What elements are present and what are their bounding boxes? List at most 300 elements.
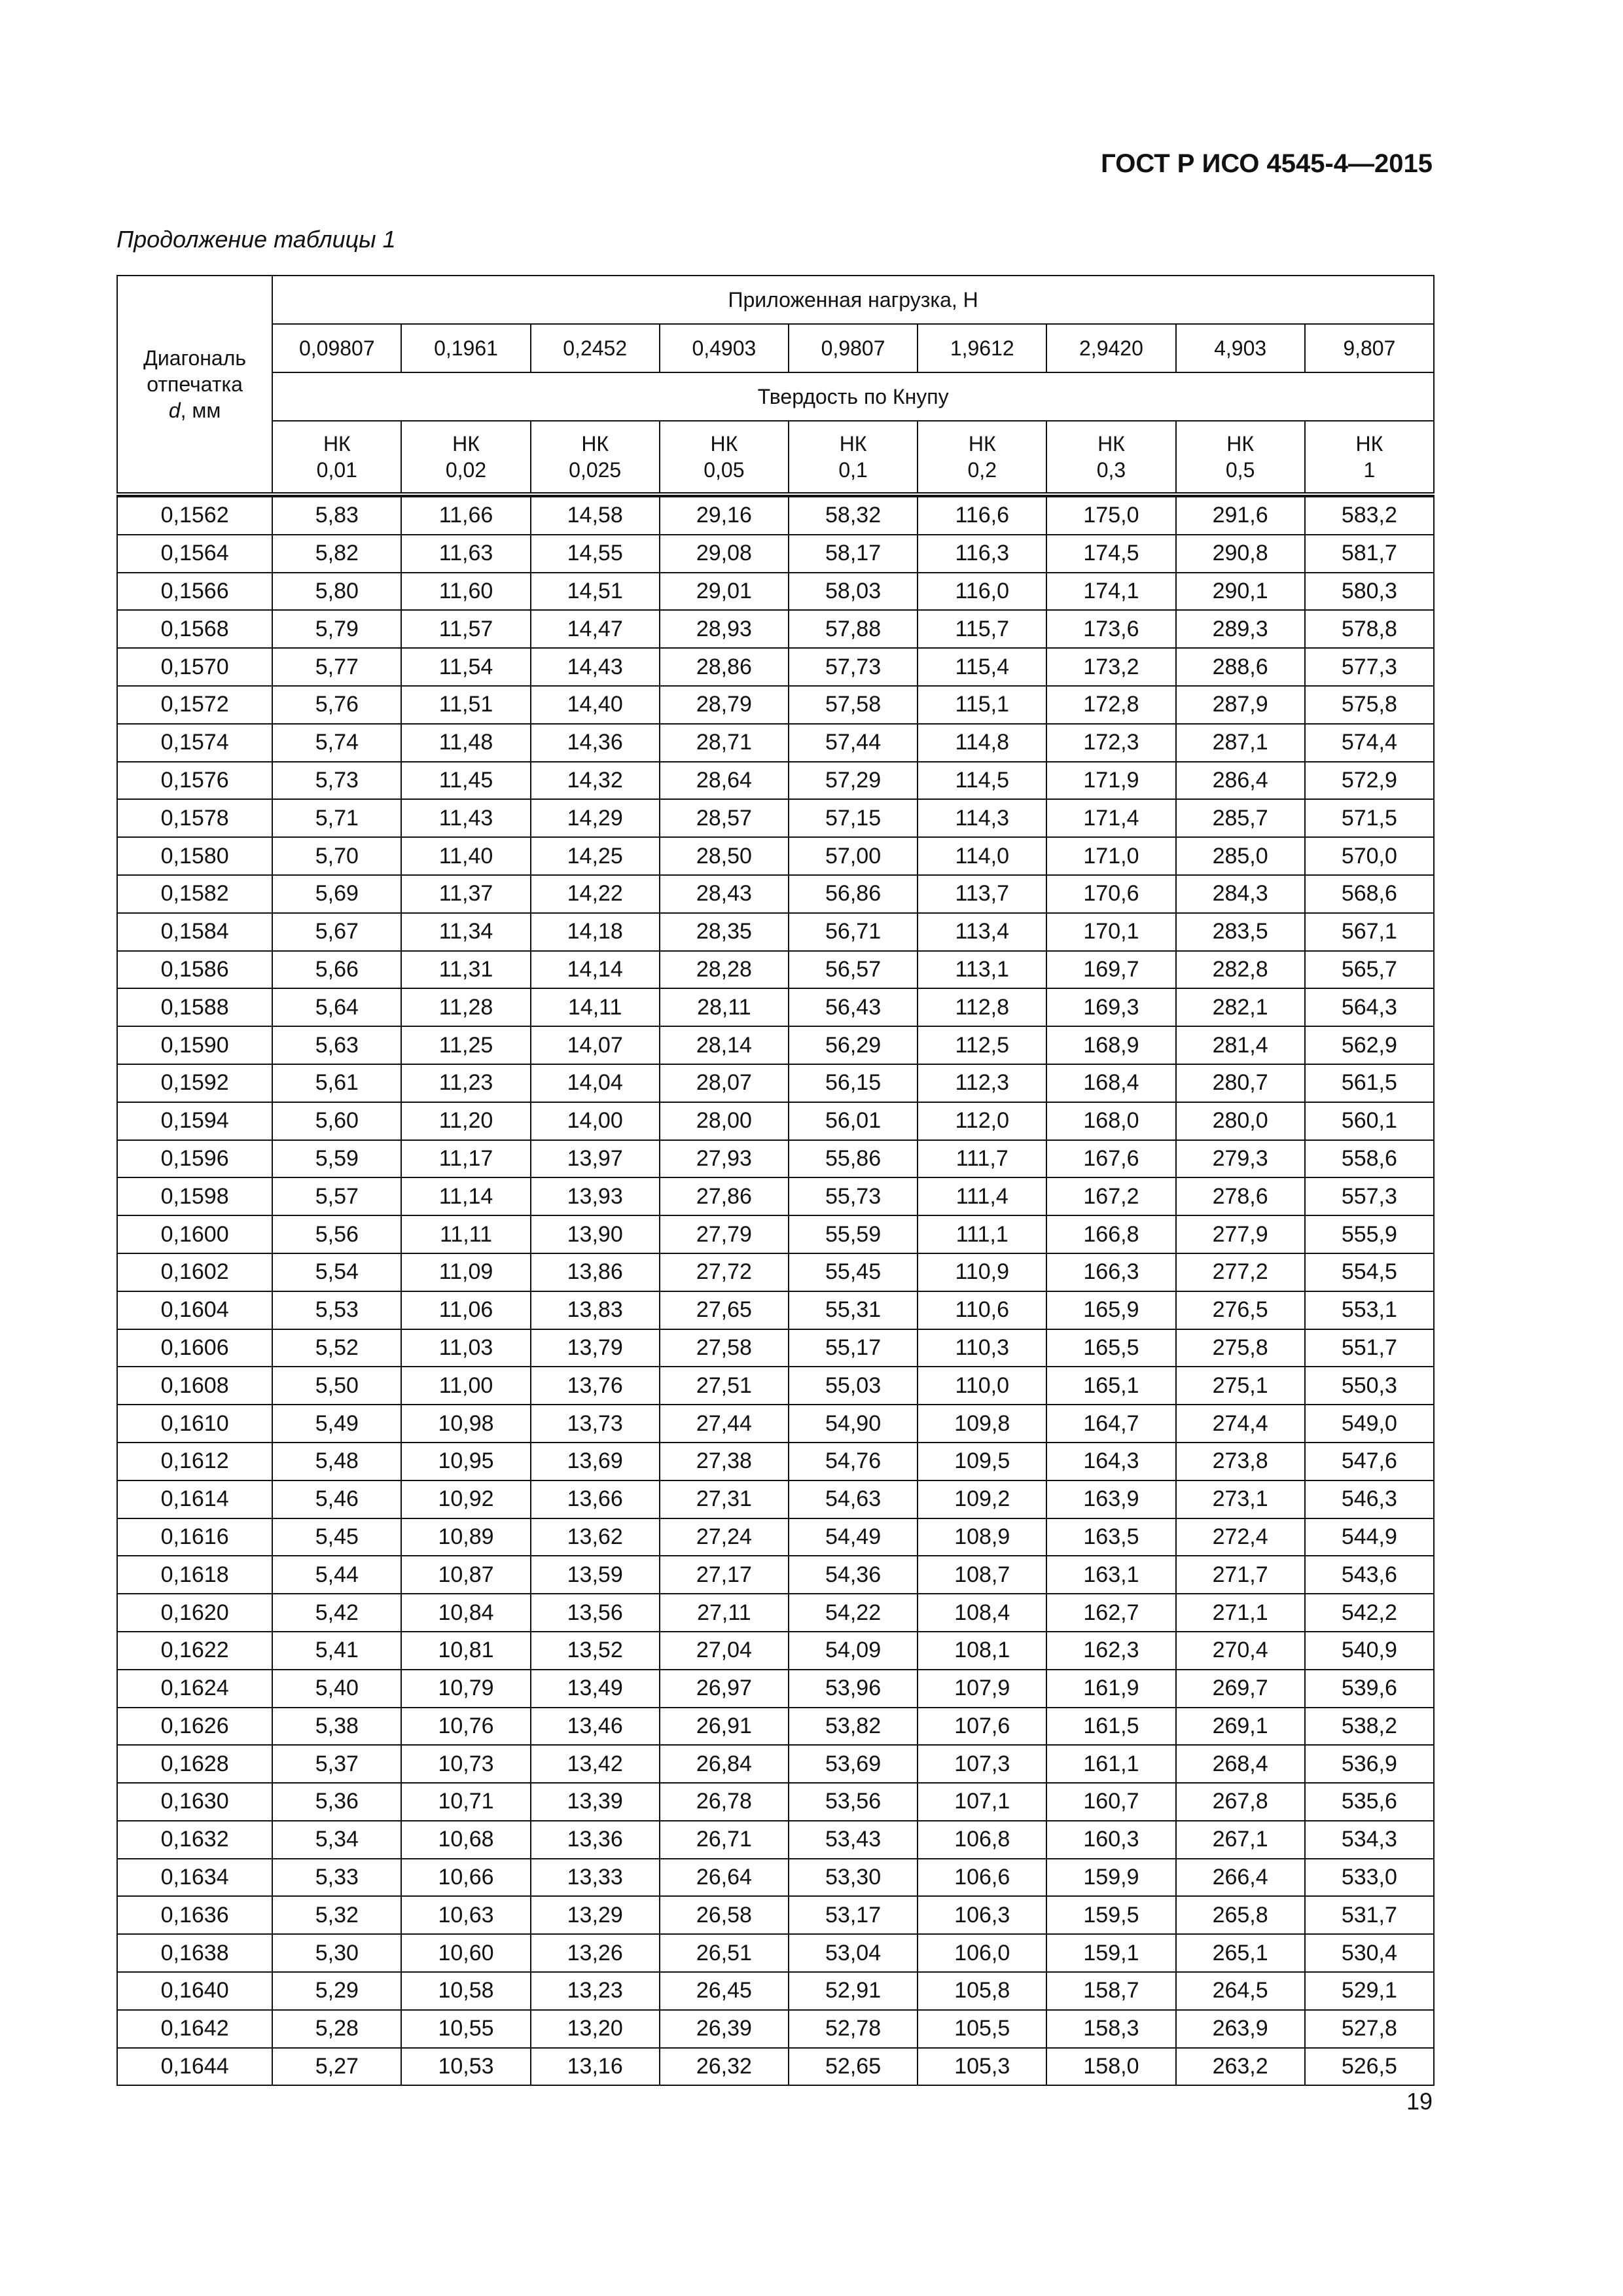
load-value-cell: 0,4903: [660, 324, 789, 372]
hk-symbol: НК: [1097, 432, 1125, 456]
hardness-value-cell: 26,97: [660, 1670, 789, 1708]
hardness-value-cell: 280,7: [1176, 1064, 1305, 1102]
load-value-cell: 9,807: [1305, 324, 1434, 372]
hardness-value-cell: 10,55: [401, 2010, 530, 2048]
diagonal-value-cell: 0,1596: [117, 1140, 272, 1178]
hardness-value-cell: 570,0: [1305, 837, 1434, 875]
hardness-value-cell: 28,50: [660, 837, 789, 875]
hardness-value-cell: 57,00: [789, 837, 918, 875]
diagonal-value-cell: 0,1586: [117, 951, 272, 989]
hardness-value-cell: 55,31: [789, 1291, 918, 1329]
hardness-value-cell: 549,0: [1305, 1405, 1434, 1443]
hardness-value-cell: 13,39: [531, 1783, 660, 1821]
hardness-value-cell: 29,08: [660, 535, 789, 573]
hardness-value-cell: 108,4: [918, 1594, 1046, 1632]
table-row: [117, 1518, 1434, 1556]
hardness-value-cell: 11,25: [401, 1026, 530, 1064]
diagonal-value-cell: 0,1644: [117, 2048, 272, 2086]
hardness-value-cell: 5,41: [272, 1632, 401, 1670]
hardness-value-cell: 26,78: [660, 1783, 789, 1821]
hardness-value-cell: 10,79: [401, 1670, 530, 1708]
hardness-value-cell: 116,3: [918, 535, 1046, 573]
hardness-value-cell: 56,29: [789, 1026, 918, 1064]
hardness-value-cell: 28,07: [660, 1064, 789, 1102]
hardness-value-cell: 158,0: [1046, 2048, 1175, 2086]
table-row: [117, 2010, 1434, 2048]
hardness-value-cell: 530,4: [1305, 1934, 1434, 1972]
hardness-value-cell: 265,1: [1176, 1934, 1305, 1972]
hardness-value-cell: 168,0: [1046, 1102, 1175, 1140]
hardness-value-cell: 10,76: [401, 1708, 530, 1746]
hardness-value-cell: 10,71: [401, 1783, 530, 1821]
hardness-value-cell: 173,2: [1046, 648, 1175, 686]
hardness-value-cell: 5,42: [272, 1594, 401, 1632]
hardness-value-cell: 10,92: [401, 1480, 530, 1518]
hardness-value-cell: 13,97: [531, 1140, 660, 1178]
hardness-value-cell: 279,3: [1176, 1140, 1305, 1178]
table-row: [117, 1972, 1434, 2010]
hardness-value-cell: 169,3: [1046, 988, 1175, 1026]
hardness-value-cell: 26,64: [660, 1859, 789, 1897]
hk-symbol: НК: [581, 432, 609, 456]
hardness-value-cell: 10,81: [401, 1632, 530, 1670]
hardness-value-cell: 27,72: [660, 1253, 789, 1291]
diagonal-value-cell: 0,1606: [117, 1329, 272, 1367]
hardness-value-cell: 55,17: [789, 1329, 918, 1367]
hardness-value-cell: 562,9: [1305, 1026, 1434, 1064]
hardness-value-cell: 271,7: [1176, 1556, 1305, 1594]
hardness-value-cell: 5,70: [272, 837, 401, 875]
hardness-value-cell: 57,15: [789, 799, 918, 837]
hardness-value-cell: 28,11: [660, 988, 789, 1026]
hardness-value-cell: 28,93: [660, 610, 789, 648]
hardness-value-cell: 107,6: [918, 1708, 1046, 1746]
hardness-value-cell: 5,74: [272, 724, 401, 762]
hk-load-index: 0,2: [967, 458, 997, 482]
hardness-value-cell: 13,20: [531, 2010, 660, 2048]
table-row: [117, 648, 1434, 686]
diagonal-value-cell: 0,1574: [117, 724, 272, 762]
hardness-value-cell: 162,7: [1046, 1594, 1175, 1632]
hardness-value-cell: 28,71: [660, 724, 789, 762]
hardness-value-cell: 266,4: [1176, 1859, 1305, 1897]
hardness-value-cell: 161,9: [1046, 1670, 1175, 1708]
diagonal-value-cell: 0,1610: [117, 1405, 272, 1443]
load-value-cell: 1,9612: [918, 324, 1046, 372]
hardness-value-cell: 163,1: [1046, 1556, 1175, 1594]
diagonal-value-cell: 0,1580: [117, 837, 272, 875]
hardness-value-cell: 26,71: [660, 1821, 789, 1859]
table-row: [117, 1367, 1434, 1405]
hardness-value-cell: 174,5: [1046, 535, 1175, 573]
hardness-value-cell: 10,66: [401, 1859, 530, 1897]
hardness-value-cell: 108,9: [918, 1518, 1046, 1556]
hardness-value-cell: 26,91: [660, 1708, 789, 1746]
hardness-value-cell: 172,3: [1046, 724, 1175, 762]
diagonal-value-cell: 0,1620: [117, 1594, 272, 1632]
hardness-value-cell: 267,8: [1176, 1783, 1305, 1821]
table-row: [117, 837, 1434, 875]
hardness-value-cell: 11,11: [401, 1215, 530, 1253]
hardness-value-cell: 111,7: [918, 1140, 1046, 1178]
hardness-value-cell: 5,77: [272, 648, 401, 686]
table-row: [117, 799, 1434, 837]
table-row: [117, 1253, 1434, 1291]
hardness-value-cell: 5,83: [272, 497, 401, 535]
hardness-value-cell: 290,8: [1176, 535, 1305, 573]
hardness-value-cell: 26,32: [660, 2048, 789, 2086]
hardness-value-cell: 13,42: [531, 1745, 660, 1783]
hardness-value-cell: 289,3: [1176, 610, 1305, 648]
hk-scale-cell: [918, 421, 1046, 494]
table-row: [117, 497, 1434, 535]
hardness-value-cell: 26,51: [660, 1934, 789, 1972]
hardness-value-cell: 161,5: [1046, 1708, 1175, 1746]
hardness-value-cell: 283,5: [1176, 913, 1305, 951]
hardness-value-cell: 263,9: [1176, 2010, 1305, 2048]
diagonal-header-cell: [117, 276, 272, 494]
hardness-value-cell: 11,48: [401, 724, 530, 762]
hardness-value-cell: 14,32: [531, 762, 660, 800]
table-row: [117, 1745, 1434, 1783]
hardness-value-cell: 5,53: [272, 1291, 401, 1329]
hardness-value-cell: 168,9: [1046, 1026, 1175, 1064]
hardness-value-cell: 105,5: [918, 2010, 1046, 2048]
hardness-value-cell: 14,43: [531, 648, 660, 686]
hardness-value-cell: 27,17: [660, 1556, 789, 1594]
hardness-value-cell: 172,8: [1046, 686, 1175, 724]
hardness-value-cell: 280,0: [1176, 1102, 1305, 1140]
hardness-value-cell: 13,49: [531, 1670, 660, 1708]
table-header: [117, 276, 1434, 494]
hardness-value-cell: 106,3: [918, 1896, 1046, 1934]
hardness-value-cell: 110,0: [918, 1367, 1046, 1405]
hardness-value-cell: 526,5: [1305, 2048, 1434, 2086]
hardness-value-cell: 105,3: [918, 2048, 1046, 2086]
hardness-value-cell: 108,1: [918, 1632, 1046, 1670]
hardness-value-cell: 13,16: [531, 2048, 660, 2086]
header-row-loads: [117, 324, 1434, 372]
hardness-value-cell: 175,0: [1046, 497, 1175, 535]
hardness-value-cell: 111,1: [918, 1215, 1046, 1253]
hardness-value-cell: 13,26: [531, 1934, 660, 1972]
hardness-value-cell: 14,22: [531, 875, 660, 913]
hk-symbol: НК: [710, 432, 738, 456]
hardness-value-cell: 5,61: [272, 1064, 401, 1102]
hardness-value-cell: 5,32: [272, 1896, 401, 1934]
diagonal-value-cell: 0,1616: [117, 1518, 272, 1556]
hk-symbol: НК: [839, 432, 867, 456]
hardness-value-cell: 550,3: [1305, 1367, 1434, 1405]
hardness-value-cell: 5,60: [272, 1102, 401, 1140]
hardness-value-cell: 13,79: [531, 1329, 660, 1367]
table-row: [117, 610, 1434, 648]
hardness-value-cell: 109,5: [918, 1443, 1046, 1480]
hardness-value-cell: 107,1: [918, 1783, 1046, 1821]
hardness-value-cell: 113,4: [918, 913, 1046, 951]
hardness-value-cell: 560,1: [1305, 1102, 1434, 1140]
hardness-value-cell: 14,04: [531, 1064, 660, 1102]
hardness-value-cell: 13,29: [531, 1896, 660, 1934]
hardness-value-cell: 5,28: [272, 2010, 401, 2048]
diagonal-value-cell: 0,1564: [117, 535, 272, 573]
hardness-value-cell: 540,9: [1305, 1632, 1434, 1670]
hardness-value-cell: 282,8: [1176, 951, 1305, 989]
hardness-value-cell: 159,9: [1046, 1859, 1175, 1897]
hardness-value-cell: 5,76: [272, 686, 401, 724]
hardness-value-cell: 554,5: [1305, 1253, 1434, 1291]
hardness-value-cell: 57,58: [789, 686, 918, 724]
hardness-value-cell: 5,29: [272, 1972, 401, 2010]
hardness-value-cell: 55,86: [789, 1140, 918, 1178]
hardness-value-cell: 539,6: [1305, 1670, 1434, 1708]
hardness-value-cell: 53,04: [789, 1934, 918, 1972]
hardness-value-cell: 5,79: [272, 610, 401, 648]
table-row: [117, 1632, 1434, 1670]
load-value-cell: 2,9420: [1046, 324, 1175, 372]
hardness-value-cell: 10,87: [401, 1556, 530, 1594]
hardness-value-cell: 275,1: [1176, 1367, 1305, 1405]
hardness-value-cell: 54,22: [789, 1594, 918, 1632]
diagonal-value-cell: 0,1602: [117, 1253, 272, 1291]
hardness-value-cell: 11,51: [401, 686, 530, 724]
hardness-value-cell: 10,89: [401, 1518, 530, 1556]
table-row: [117, 1670, 1434, 1708]
hardness-value-cell: 116,0: [918, 573, 1046, 611]
hardness-value-cell: 13,66: [531, 1480, 660, 1518]
hardness-value-cell: 14,55: [531, 535, 660, 573]
hardness-value-cell: 5,80: [272, 573, 401, 611]
hardness-value-cell: 553,1: [1305, 1291, 1434, 1329]
hardness-value-cell: 11,31: [401, 951, 530, 989]
hardness-value-cell: 5,64: [272, 988, 401, 1026]
hardness-value-cell: 165,1: [1046, 1367, 1175, 1405]
hardness-value-cell: 11,63: [401, 535, 530, 573]
hardness-value-cell: 29,16: [660, 497, 789, 535]
hardness-value-cell: 5,40: [272, 1670, 401, 1708]
hardness-value-cell: 166,8: [1046, 1215, 1175, 1253]
hardness-value-cell: 10,53: [401, 2048, 530, 2086]
hardness-value-cell: 10,73: [401, 1745, 530, 1783]
hardness-value-cell: 568,6: [1305, 875, 1434, 913]
hardness-value-cell: 580,3: [1305, 573, 1434, 611]
hardness-value-cell: 14,14: [531, 951, 660, 989]
hardness-value-cell: 5,50: [272, 1367, 401, 1405]
hardness-value-cell: 263,2: [1176, 2048, 1305, 2086]
hardness-value-cell: 5,71: [272, 799, 401, 837]
hardness-value-cell: 55,45: [789, 1253, 918, 1291]
diagonal-value-cell: 0,1584: [117, 913, 272, 951]
page-number: 19: [1406, 2088, 1433, 2115]
diagonal-value-cell: 0,1590: [117, 1026, 272, 1064]
hardness-value-cell: 28,57: [660, 799, 789, 837]
hardness-value-cell: 10,95: [401, 1443, 530, 1480]
hardness-value-cell: 5,44: [272, 1556, 401, 1594]
hardness-value-cell: 564,3: [1305, 988, 1434, 1026]
diagonal-value-cell: 0,1636: [117, 1896, 272, 1934]
hardness-value-cell: 542,2: [1305, 1594, 1434, 1632]
table-row: [117, 951, 1434, 989]
knoop-hardness-header: Твердость по Кнупу: [272, 372, 1434, 421]
hardness-value-cell: 5,73: [272, 762, 401, 800]
diagonal-value-cell: 0,1594: [117, 1102, 272, 1140]
hardness-value-cell: 112,5: [918, 1026, 1046, 1064]
hardness-value-cell: 170,1: [1046, 913, 1175, 951]
hardness-value-cell: 28,43: [660, 875, 789, 913]
hardness-value-cell: 14,58: [531, 497, 660, 535]
diagonal-value-cell: 0,1598: [117, 1177, 272, 1215]
hardness-value-cell: 11,23: [401, 1064, 530, 1102]
load-value-cell: 4,903: [1176, 324, 1305, 372]
hardness-value-cell: 11,06: [401, 1291, 530, 1329]
hardness-value-cell: 531,7: [1305, 1896, 1434, 1934]
table-row: [117, 1556, 1434, 1594]
hardness-value-cell: 112,8: [918, 988, 1046, 1026]
hardness-value-cell: 113,1: [918, 951, 1046, 989]
table-row: [117, 1896, 1434, 1934]
hardness-value-cell: 544,9: [1305, 1518, 1434, 1556]
hardness-value-cell: 53,82: [789, 1708, 918, 1746]
hardness-value-cell: 116,6: [918, 497, 1046, 535]
hardness-value-cell: 572,9: [1305, 762, 1434, 800]
hardness-value-cell: 534,3: [1305, 1821, 1434, 1859]
hardness-value-cell: 11,43: [401, 799, 530, 837]
hardness-value-cell: 28,28: [660, 951, 789, 989]
hardness-value-cell: 163,5: [1046, 1518, 1175, 1556]
hardness-value-cell: 13,23: [531, 1972, 660, 2010]
hk-symbol: НК: [968, 432, 996, 456]
hardness-value-cell: 58,17: [789, 535, 918, 573]
hardness-value-cell: 27,11: [660, 1594, 789, 1632]
hardness-value-cell: 561,5: [1305, 1064, 1434, 1102]
hardness-value-cell: 272,4: [1176, 1518, 1305, 1556]
hk-scale-cell: [1305, 421, 1434, 494]
hk-scale-cell: [401, 421, 530, 494]
table-row: [117, 1708, 1434, 1746]
hardness-value-cell: 167,6: [1046, 1140, 1175, 1178]
hardness-value-cell: 113,7: [918, 875, 1046, 913]
hardness-value-cell: 551,7: [1305, 1329, 1434, 1367]
diagonal-value-cell: 0,1570: [117, 648, 272, 686]
hardness-value-cell: 11,20: [401, 1102, 530, 1140]
hardness-value-cell: 105,8: [918, 1972, 1046, 2010]
hardness-value-cell: 10,98: [401, 1405, 530, 1443]
hardness-value-cell: 112,3: [918, 1064, 1046, 1102]
hardness-value-cell: 57,44: [789, 724, 918, 762]
hk-load-index: 0,025: [569, 458, 622, 482]
hardness-value-cell: 115,1: [918, 686, 1046, 724]
hardness-value-cell: 171,9: [1046, 762, 1175, 800]
hardness-value-cell: 546,3: [1305, 1480, 1434, 1518]
hardness-value-cell: 26,45: [660, 1972, 789, 2010]
hardness-value-cell: 273,1: [1176, 1480, 1305, 1518]
table-row: [117, 1934, 1434, 1972]
hardness-value-cell: 57,73: [789, 648, 918, 686]
diagonal-value-cell: 0,1608: [117, 1367, 272, 1405]
hardness-value-cell: 273,8: [1176, 1443, 1305, 1480]
diagonal-value-cell: 0,1614: [117, 1480, 272, 1518]
table-row: [117, 1594, 1434, 1632]
hardness-value-cell: 581,7: [1305, 535, 1434, 573]
hardness-value-cell: 11,14: [401, 1177, 530, 1215]
diagonal-value-cell: 0,1566: [117, 573, 272, 611]
table-row: [117, 1064, 1434, 1102]
hardness-value-cell: 287,9: [1176, 686, 1305, 724]
hardness-value-cell: 5,66: [272, 951, 401, 989]
table-row: [117, 1821, 1434, 1859]
hardness-value-cell: 53,43: [789, 1821, 918, 1859]
hardness-value-cell: 13,83: [531, 1291, 660, 1329]
hardness-value-cell: 55,03: [789, 1367, 918, 1405]
hardness-value-cell: 535,6: [1305, 1783, 1434, 1821]
hardness-value-cell: 557,3: [1305, 1177, 1434, 1215]
diagonal-unit: , мм: [180, 399, 221, 422]
hardness-value-cell: 277,9: [1176, 1215, 1305, 1253]
hardness-value-cell: 28,14: [660, 1026, 789, 1064]
diagonal-value-cell: 0,1592: [117, 1064, 272, 1102]
hardness-value-cell: 14,25: [531, 837, 660, 875]
hardness-value-cell: 14,36: [531, 724, 660, 762]
hk-load-index: 0,05: [704, 458, 745, 482]
hardness-value-cell: 269,1: [1176, 1708, 1305, 1746]
hardness-value-cell: 527,8: [1305, 2010, 1434, 2048]
hardness-value-cell: 577,3: [1305, 648, 1434, 686]
table-row: [117, 988, 1434, 1026]
diagonal-header-line1: Диагональ: [143, 346, 247, 370]
hardness-value-cell: 106,8: [918, 1821, 1046, 1859]
hardness-value-cell: 11,00: [401, 1367, 530, 1405]
hardness-value-cell: 110,3: [918, 1329, 1046, 1367]
table-row: [117, 1405, 1434, 1443]
hardness-value-cell: 54,76: [789, 1443, 918, 1480]
diagonal-value-cell: 0,1612: [117, 1443, 272, 1480]
hardness-value-cell: 11,28: [401, 988, 530, 1026]
diagonal-value-cell: 0,1626: [117, 1708, 272, 1746]
header-row-hardness-title: [117, 372, 1434, 421]
hardness-value-cell: 165,5: [1046, 1329, 1175, 1367]
hardness-value-cell: 14,18: [531, 913, 660, 951]
hardness-value-cell: 14,40: [531, 686, 660, 724]
hardness-value-cell: 115,4: [918, 648, 1046, 686]
hardness-value-cell: 171,0: [1046, 837, 1175, 875]
hardness-value-cell: 10,63: [401, 1896, 530, 1934]
hardness-value-cell: 14,11: [531, 988, 660, 1026]
hk-load-index: 0,5: [1225, 458, 1255, 482]
hardness-value-cell: 13,59: [531, 1556, 660, 1594]
hardness-value-cell: 14,47: [531, 610, 660, 648]
hk-load-index: 0,3: [1096, 458, 1126, 482]
hardness-value-cell: 11,37: [401, 875, 530, 913]
hardness-value-cell: 5,82: [272, 535, 401, 573]
hardness-value-cell: 277,2: [1176, 1253, 1305, 1291]
hardness-value-cell: 5,38: [272, 1708, 401, 1746]
hardness-value-cell: 278,6: [1176, 1177, 1305, 1215]
hardness-value-cell: 583,2: [1305, 497, 1434, 535]
hardness-value-cell: 14,29: [531, 799, 660, 837]
hardness-value-cell: 27,04: [660, 1632, 789, 1670]
hardness-value-cell: 161,1: [1046, 1745, 1175, 1783]
hardness-value-cell: 27,44: [660, 1405, 789, 1443]
table-row: [117, 535, 1434, 573]
hardness-value-cell: 163,9: [1046, 1480, 1175, 1518]
hardness-value-cell: 57,88: [789, 610, 918, 648]
diagonal-value-cell: 0,1624: [117, 1670, 272, 1708]
hardness-value-cell: 55,73: [789, 1177, 918, 1215]
hardness-value-cell: 558,6: [1305, 1140, 1434, 1178]
hardness-value-cell: 538,2: [1305, 1708, 1434, 1746]
hardness-value-cell: 158,3: [1046, 2010, 1175, 2048]
hardness-value-cell: 5,52: [272, 1329, 401, 1367]
